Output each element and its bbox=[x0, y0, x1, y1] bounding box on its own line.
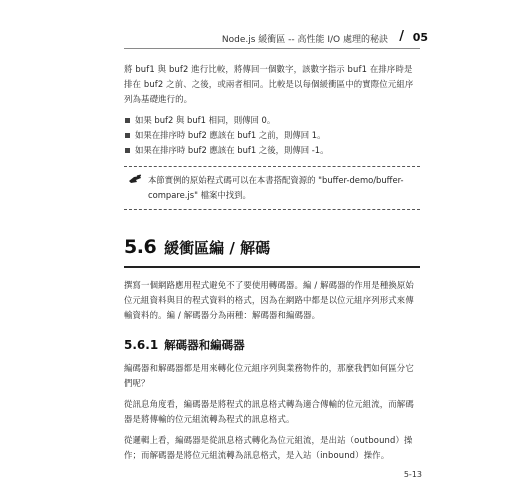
note-box bbox=[124, 166, 420, 210]
section-rule bbox=[124, 266, 420, 268]
pen-hand-icon bbox=[128, 174, 142, 184]
list-item-text: 如果在排序時 buf2 應該在 buf1 之後，則傳回 -1。 bbox=[135, 145, 329, 155]
list-item-text: 如果在排序時 buf2 應該在 buf1 之前，則傳回 1。 bbox=[135, 130, 326, 140]
subsection-paragraph: 從訊息角度看，編碼器是將程式的訊息格式轉為適合傳輸的位元組流，而解碼器是將傳輸的位元組流轉為程式的訊息格式。 bbox=[124, 399, 414, 424]
chapter-number: 05 bbox=[412, 31, 428, 44]
list-item bbox=[124, 113, 420, 128]
subsection-heading bbox=[124, 337, 420, 353]
subsection-paragraph: 從邏輯上看，編碼器是從訊息格式轉化為位元組流，是出站（outbound）操作；而解碼器是將位元組流轉為訊息格式，是入站（inbound）操作。 bbox=[124, 435, 413, 460]
bullet-square-icon bbox=[125, 118, 130, 123]
running-header-title: Node.js 緩衝區 -- 高性能 I/O 處理的秘訣 bbox=[221, 35, 388, 45]
page-body bbox=[124, 62, 420, 469]
running-header bbox=[0, 30, 520, 50]
section-number: 5.6 bbox=[124, 236, 157, 258]
subsection-number: 5.6.1 bbox=[124, 338, 159, 352]
bullet-square-icon bbox=[125, 133, 130, 138]
return-value-list bbox=[124, 113, 420, 158]
list-item bbox=[124, 128, 420, 143]
note-text: 本節實例的原始程式碼可以在本書搭配資源的 "buffer-demo/buffer-compare.js" 檔案中找到。 bbox=[148, 175, 404, 200]
intro-paragraph: 將 buf1 與 buf2 進行比較，將傳回一個數字，該數字指示 buf1 在排序時是排在 buf2 之前、之後，或兩者相同。比較是以每個緩衝區中的實際位元組序列為基礎進行的。 bbox=[124, 64, 414, 104]
header-rule bbox=[124, 48, 420, 49]
section-title: 緩衝區編 / 解碼 bbox=[164, 239, 271, 257]
running-header-slash: / bbox=[399, 29, 404, 44]
list-item-text: 如果 buf2 與 buf1 相同，則傳回 0。 bbox=[135, 115, 276, 125]
page-number: 5-13 bbox=[403, 470, 422, 479]
list-item bbox=[124, 143, 420, 158]
subsection-paragraph: 編碼器和解碼器都是用來轉化位元組序列與業務物件的，那麼我們如何區分它們呢？ bbox=[124, 363, 414, 388]
bullet-square-icon bbox=[125, 148, 130, 153]
subsection-title: 解碼器和編碼器 bbox=[164, 338, 245, 352]
section-heading bbox=[124, 236, 420, 258]
section-paragraph: 撰寫一個網路應用程式避免不了要使用轉碼器。編 / 解碼器的作用是種換原始位元組資料與目的程式資料的格式，因為在網路中都是以位元組序列形式來傳輸資料的。編 / 解碼器分為兩種：解碼器和編碼器。 bbox=[124, 280, 414, 320]
